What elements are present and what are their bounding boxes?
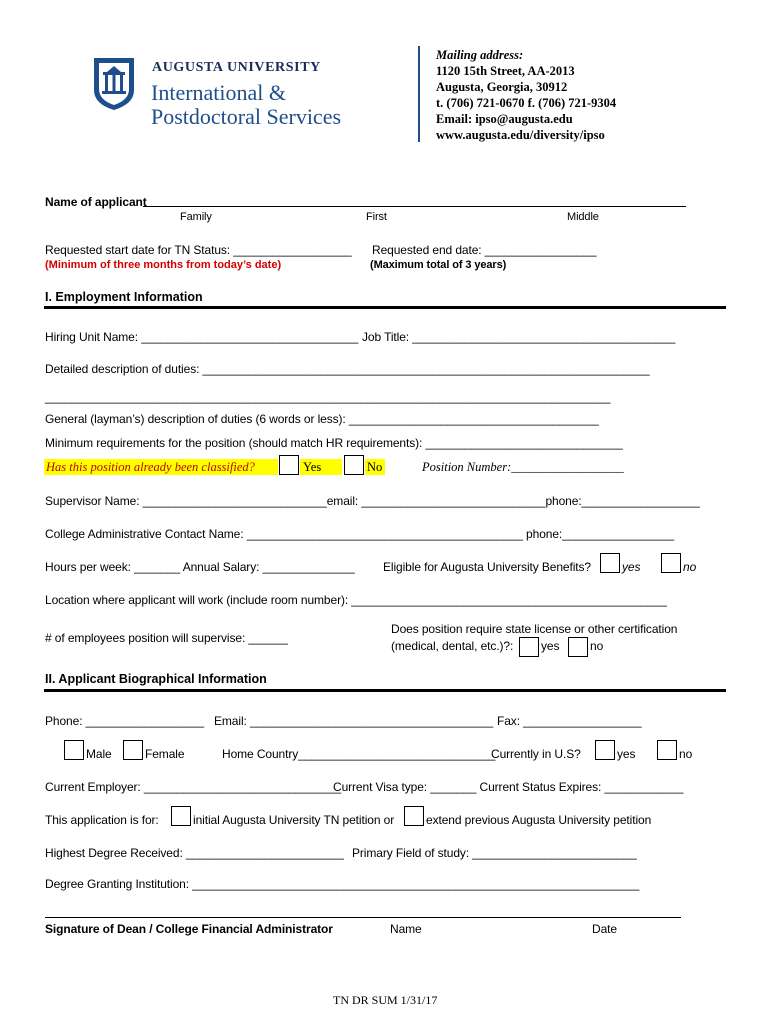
female-label: Female: [145, 747, 185, 761]
form-id-footer: TN DR SUM 1/31/17: [333, 993, 438, 1007]
license-yes-checkbox[interactable]: [519, 637, 539, 657]
field-of-study-field[interactable]: Primary Field of study: _________________________: [352, 846, 637, 860]
email-line: Email: ipso@augusta.edu: [436, 112, 573, 126]
hours-salary-field[interactable]: Hours per week: _______ Annual Salary: ______________: [45, 560, 355, 574]
mailing-label: Mailing address:: [436, 48, 524, 62]
hiring-unit-field[interactable]: Hiring Unit Name: _________________________________: [45, 330, 359, 344]
university-name: AUGUSTA UNIVERSITY: [152, 60, 321, 75]
signature-label: Signature of Dean / College Financial Administrator: [45, 922, 333, 936]
college-contact-field[interactable]: College Administrative Contact Name: __________________________________________ phone:_________________: [45, 527, 674, 541]
end-date-note: (Maximum total of 3 years): [370, 259, 507, 271]
license-yes-label: yes: [541, 639, 560, 653]
application-for-label: This application is for:: [45, 813, 159, 827]
duties-field-line2[interactable]: ______________________________________________________________________________________: [45, 390, 611, 404]
name-of-applicant-label: Name of applicant: [45, 195, 147, 209]
duties-field[interactable]: Detailed description of duties: ____________________________________________________________________: [45, 362, 650, 376]
extend-petition-label: extend previous Augusta University petition: [426, 813, 652, 827]
license-question: Does position require state license or other certification: [391, 622, 678, 636]
female-checkbox[interactable]: [123, 740, 143, 760]
start-date-field[interactable]: Requested start date for TN Status: __________________: [45, 243, 352, 257]
classified-yes-checkbox[interactable]: [279, 455, 299, 475]
initial-petition-label: initial Augusta University TN petition or: [193, 813, 395, 827]
currently-us-no-label: no: [679, 747, 693, 761]
address-line: Augusta, Georgia, 30912: [436, 80, 568, 94]
license-no-checkbox[interactable]: [568, 637, 588, 657]
phone-field[interactable]: Phone: __________________: [45, 714, 204, 728]
general-description-field[interactable]: General (layman’s) description of duties (6 words or less): ______________________________________: [45, 412, 599, 426]
classified-no-label: No: [367, 460, 383, 474]
benefits-yes-label: yes: [622, 560, 641, 574]
department-name-line2: Postdoctoral Services: [151, 104, 342, 129]
signature-date-label: Date: [592, 922, 617, 936]
department-name-line1: International &: [151, 80, 287, 105]
currently-us-yes-checkbox[interactable]: [595, 740, 615, 760]
signature-name-label: Name: [390, 922, 422, 936]
initial-petition-checkbox[interactable]: [171, 806, 191, 826]
position-number-field[interactable]: Position Number:__________________: [422, 460, 624, 474]
current-employer-field[interactable]: Current Employer: ______________________________: [45, 780, 342, 794]
end-date-field[interactable]: Requested end date: _________________: [372, 243, 597, 257]
currently-us-no-checkbox[interactable]: [657, 740, 677, 760]
section-employment-title: I. Employment Information: [45, 290, 203, 304]
supervisor-field[interactable]: Supervisor Name: ____________________________email: ____________________________phone:__________________: [45, 494, 700, 508]
male-label: Male: [86, 747, 112, 761]
phone-fax-line: t. (706) 721-0670 f. (706) 721-9304: [436, 96, 617, 110]
address-line: 1120 15th Street, AA-2013: [436, 64, 575, 78]
job-title-field[interactable]: Job Title: ________________________________________: [362, 330, 676, 344]
currently-us-yes-label: yes: [617, 747, 636, 761]
extend-petition-checkbox[interactable]: [404, 806, 424, 826]
benefits-question: Eligible for Augusta University Benefits?: [383, 560, 592, 574]
highest-degree-field[interactable]: Highest Degree Received: ________________________: [45, 846, 344, 860]
section-biographical-title: II. Applicant Biographical Information: [45, 672, 267, 686]
benefits-no-label: no: [683, 560, 697, 574]
male-checkbox[interactable]: [64, 740, 84, 760]
signature-line[interactable]: [45, 917, 681, 918]
section-divider: [44, 689, 726, 692]
license-question-line2: (medical, dental, etc.)?:: [391, 639, 514, 653]
minimum-requirements-field[interactable]: Minimum requirements for the position (should match HR requirements): ______________________________: [45, 436, 623, 450]
header-divider: [418, 46, 420, 142]
degree-institution-field[interactable]: Degree Granting Institution: ____________________________________________________________________: [45, 877, 640, 891]
middle-label: Middle: [567, 211, 599, 223]
visa-type-field[interactable]: Current Visa type: _______ Current Status Expires: ____________: [333, 780, 684, 794]
section-divider: [44, 306, 726, 309]
family-label: Family: [180, 211, 212, 223]
employees-supervised-field[interactable]: # of employees position will supervise: ______: [45, 631, 288, 645]
email-field[interactable]: Email: _____________________________________: [214, 714, 494, 728]
currently-us-question: Currently in U.S?: [491, 747, 581, 761]
shield-logo-icon: [92, 56, 136, 112]
license-no-label: no: [590, 639, 604, 653]
name-of-applicant-field[interactable]: [143, 206, 686, 207]
benefits-yes-checkbox[interactable]: [600, 553, 620, 573]
classified-no-checkbox[interactable]: [344, 455, 364, 475]
location-field[interactable]: Location where applicant will work (include room number): ________________________________________________: [45, 593, 667, 607]
website-line: www.augusta.edu/diversity/ipso: [436, 128, 605, 142]
fax-field[interactable]: Fax: __________________: [497, 714, 642, 728]
first-label: First: [366, 211, 387, 223]
home-country-field[interactable]: Home Country______________________________: [222, 747, 496, 761]
start-date-note: (Minimum of three months from today’s date): [45, 259, 282, 271]
classified-question: Has this position already been classified?: [46, 460, 255, 474]
classified-yes-label: Yes: [303, 460, 322, 474]
benefits-no-checkbox[interactable]: [661, 553, 681, 573]
